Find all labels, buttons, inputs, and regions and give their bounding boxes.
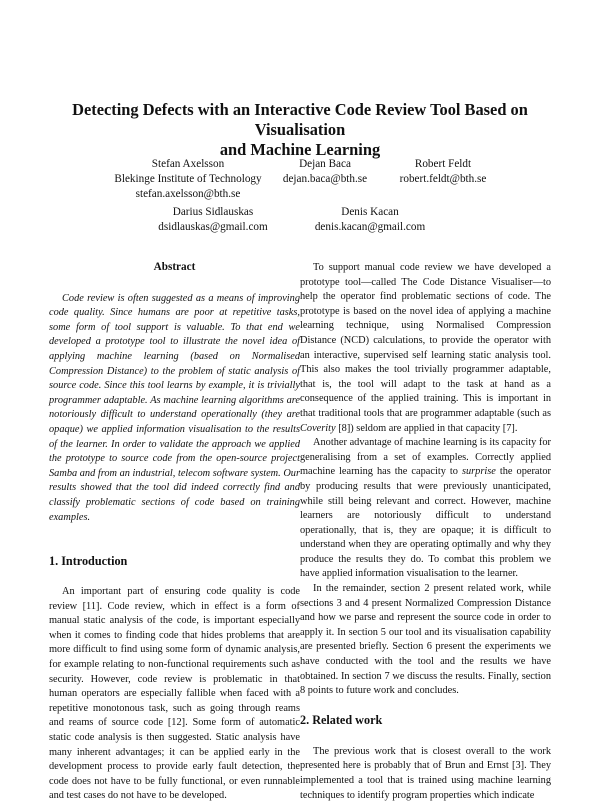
author-darius-sidlauskas — [138, 205, 288, 235]
author-affiliation: Blekinge Institute of Technology — [114, 173, 262, 185]
author-name: Darius Sidlauskas — [172, 206, 254, 218]
author-name: Dejan Baca — [299, 158, 351, 170]
author-name: Robert Feldt — [414, 158, 472, 170]
author-email: robert.feldt@bth.se — [399, 173, 487, 185]
abstract-heading: Abstract — [153, 261, 196, 273]
author-name: Stefan Axelsson — [151, 158, 225, 170]
author-stefan-axelsson — [113, 157, 263, 202]
author-email: dejan.baca@bth.se — [282, 173, 368, 185]
right-column — [300, 261, 551, 803]
section-heading-related-work: 2. Related work — [300, 712, 383, 727]
paper-title — [40, 100, 560, 160]
paragraph: Another advantage of machine learning is its capacity for generalising from a set of examples. Correctly applied machine learning has the capacity to surprise the operator by producing results that were previously unanticipated, while still being relevant and correct. However, machine learners are notoriously difficult to understand operationally, that is, they are opaque; it is difficult to understand when they are operating optimally and why they produce the results they do. To combat this problem we have applied information visualisation to the learner. — [300, 437, 551, 580]
author-email: dsidlauskas@gmail.com — [158, 221, 268, 233]
author-email: denis.kacan@gmail.com — [314, 221, 426, 233]
author-denis-kacan — [300, 205, 440, 235]
author-email: stefan.axelsson@bth.se — [135, 188, 241, 200]
abstract-text: Code review is often suggested as a means of improving code quality. Since humans are poor at repetitive tasks, some form of tool support is valuable. To that end we developed a prototype tool to illustrate the novel idea of applying machine learning (based on Normalised Compression Distance) to the problem of static analysis of source code. Since this tool learns by example, it is trivially programmer adaptable. As machine learning algorithms are notoriously difficult to understand operationally (they are opaque) we applied information visualisation to the results of the learner. In order to validate the approach we applied the prototype to source code from the open-source project Samba and from an industrial, telecom software system. Our results showed that the tool did indeed correctly find and classify problematic sections of code based on training examples. — [49, 292, 300, 523]
emphasis-text: Coverity — [300, 422, 336, 434]
left-column — [49, 260, 300, 804]
paper-title-line-1: Detecting Defects with an Interactive Code Review Tool Based on Visualisation — [72, 100, 528, 139]
paragraph: An important part of ensuring code quality is code review [11]. Code review, which in effect is a form of manual static analysis of the code, is important especially when it comes to finding code that hides problems that are more difficult to find using some form of dynamic analysis, for example relating to non-functional requirements such as security. However, code review is problematic in that human operators are especially fallible when faced with a repetitive monotonous task, such as going through reams and reams of source code [12]. Some form of automatic static code analysis is then suggested. Static analysis have many inherent advantages; it can be applied early in the development process to provide early fault detection, the code does not have to be fully functional, or even runnable and test cases do not have to be developed. — [49, 586, 300, 802]
section-heading-introduction: 1. Introduction — [49, 554, 128, 569]
paper-title-line-2: and Machine Learning — [219, 140, 381, 159]
author-dejan-baca — [270, 157, 380, 187]
paragraph: The previous work that is closest overall to the work presented here is probably that of Brun and Ernst [3]. They implemented a tool that is trained using machine learning techniques to identify program properties which indicate — [300, 745, 551, 801]
paragraph: To support manual code review we have developed a prototype tool—called The Code Distance Visualiser—to help the operator find problematic sections of code. The prototype is based on the novel idea of applying a machine learning technique, using Normalised Compression Distance (NCD) calculations, to provide the operator with an interactive, supervised self learning static analysis tool. This also makes the tool trivially programmer adaptable, that is, the tool will adapt to the task at hand as a consequence of the applied training. This is important in that traditional tools that are programmer adaptable (such as Coverity [8]) seldom are applied in that capacity [7]. — [300, 262, 551, 434]
emphasis-text: surprise — [461, 466, 496, 478]
paragraph: In the remainder, section 2 present related work, while sections 3 and 4 present Normalized Compression Distance and how we parse and represent the source code in order to apply it. In section 5 our tool and its visualisation capability are presented briefly. Section 6 present the experiments we have conducted with the tool and the results we have obtained. In section 7 we discuss the results. Finally, section 8 points to future work and concludes. — [300, 583, 551, 697]
author-robert-feldt — [388, 157, 498, 187]
author-name: Denis Kacan — [341, 206, 399, 218]
